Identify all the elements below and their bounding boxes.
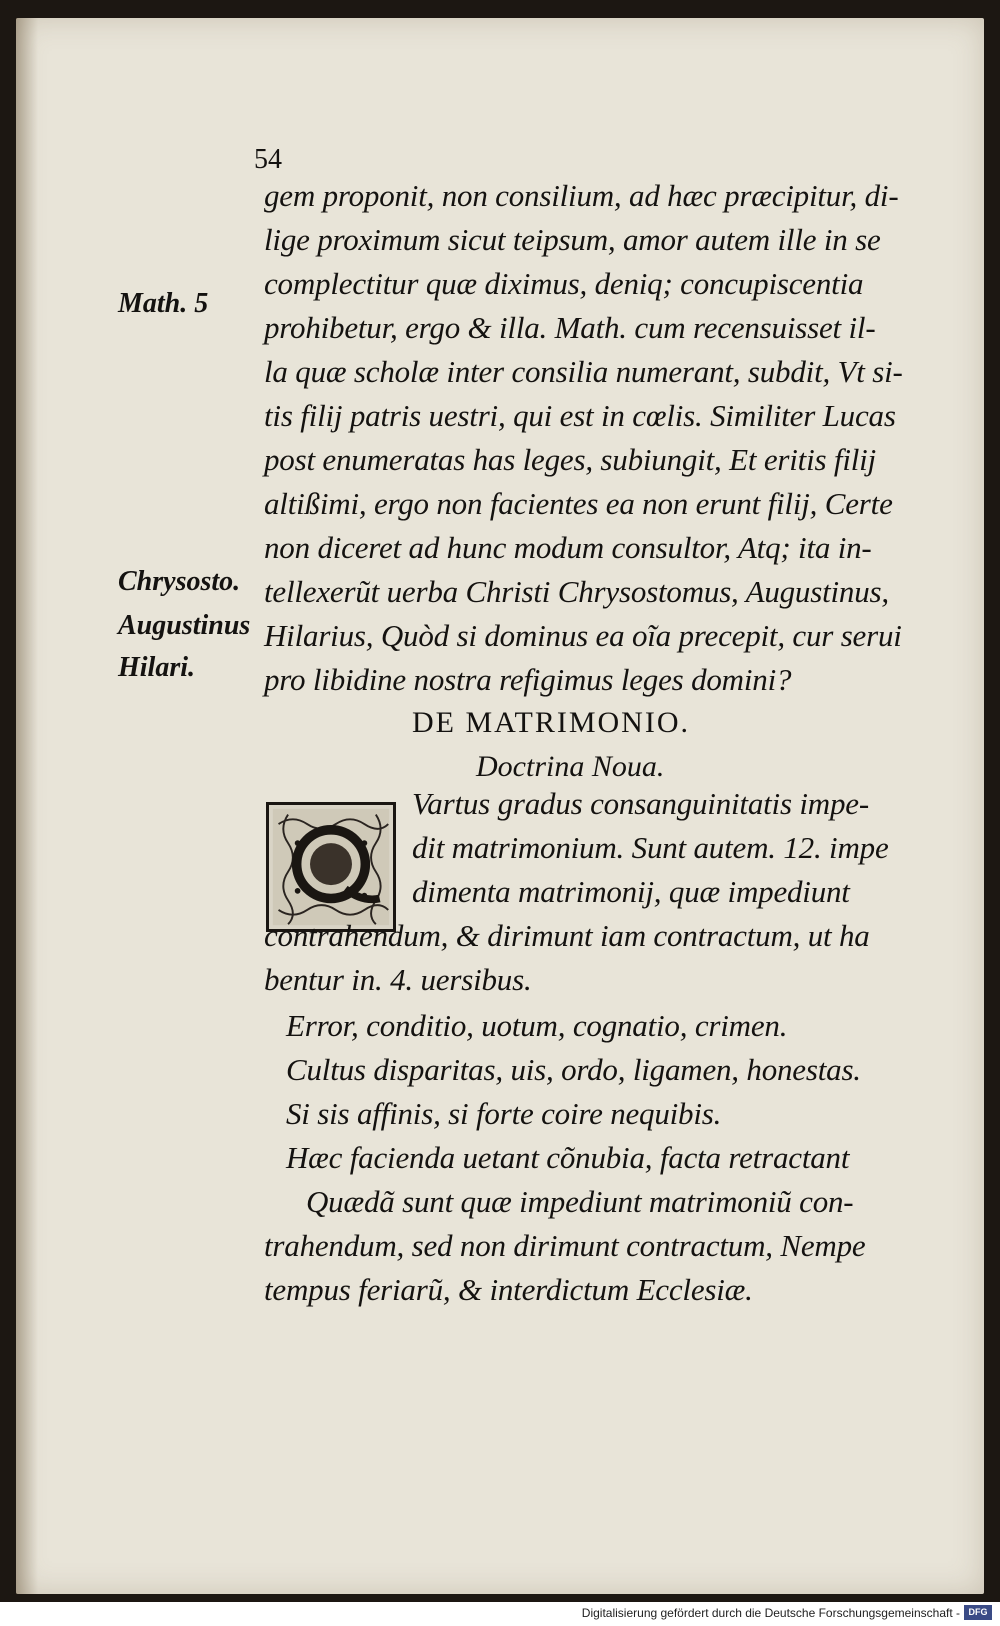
text-line: prohibetur, ergo & illa. Math. cum recensuisset il- [264, 310, 876, 345]
section-subheading: Doctrina Noua. [476, 750, 665, 783]
margin-note: Chrysosto. [118, 566, 241, 597]
text-line: pro libidine nostra refigimus leges domini? [264, 662, 792, 697]
verse-line: Hæc facienda uetant cõnubia, facta retractant [286, 1140, 850, 1175]
verse-line: Error, conditio, uotum, cognatio, crimen. [286, 1008, 788, 1043]
text-line: non diceret ad hunc modum consultor, Atq; ita in- [264, 530, 872, 565]
margin-note: Augustinus [118, 610, 251, 641]
text-line: dimenta matrimonij, quæ impediunt [412, 874, 850, 909]
decorated-initial-q-icon [269, 805, 393, 929]
footer-credit: Digitalisierung gefördert durch die Deutsche Forschungsgemeinschaft - [581, 1606, 960, 1620]
section-heading: DE MATRIMONIO. [412, 706, 690, 739]
text-line: tellexerũt uerba Christi Chrysostomus, Augustinus, [264, 574, 889, 609]
book-page [16, 18, 984, 1594]
text-line: gem proponit, non consilium, ad hæc præcipitur, di- [264, 178, 899, 213]
page-text [16, 18, 984, 1594]
text-line: tis filij patris uestri, qui est in cœlis. Similiter Lucas [264, 398, 896, 433]
text-line: contrahendum, & dirimunt iam contractum, ut ha [264, 918, 870, 953]
text-line: tempus feriarũ, & interdictum Ecclesiæ. [264, 1272, 753, 1307]
text-line: Hilarius, Quòd si dominus ea oĩa precepit, cur serui [264, 618, 902, 653]
dfg-logo-icon: DFG [964, 1605, 992, 1620]
text-line: dit matrimonium. Sunt autem. 12. impe [412, 830, 889, 865]
text-line: complectitur quæ diximus, deniq; concupiscentia [264, 266, 864, 301]
verse-line: Si sis affinis, si forte coire nequibis. [286, 1096, 722, 1131]
text-line: lige proximum sicut teipsum, amor autem ille in se [264, 222, 881, 257]
margin-note: Math. 5 [118, 288, 209, 319]
decorated-initial [266, 802, 396, 932]
text-line: trahendum, sed non dirimunt contractum, Nempe [264, 1228, 866, 1263]
text-line: altißimi, ergo non facientes ea non erunt filij, Certe [264, 486, 893, 521]
text-line: Quædã sunt quæ impediunt matrimoniũ con- [306, 1184, 854, 1219]
text-line: bentur in. 4. uersibus. [264, 962, 532, 997]
margin-note: Hilari. [118, 652, 196, 683]
page-number: 54 [254, 144, 282, 175]
verse-line: Cultus disparitas, uis, ordo, ligamen, honestas. [286, 1052, 861, 1087]
text-line: Vartus gradus consanguinitatis impe- [412, 786, 869, 821]
text-line: la quæ scholæ inter consilia numerant, subdit, Vt si- [264, 354, 903, 389]
text-line: post enumeratas has leges, subiungit, Et eritis filij [264, 442, 876, 477]
